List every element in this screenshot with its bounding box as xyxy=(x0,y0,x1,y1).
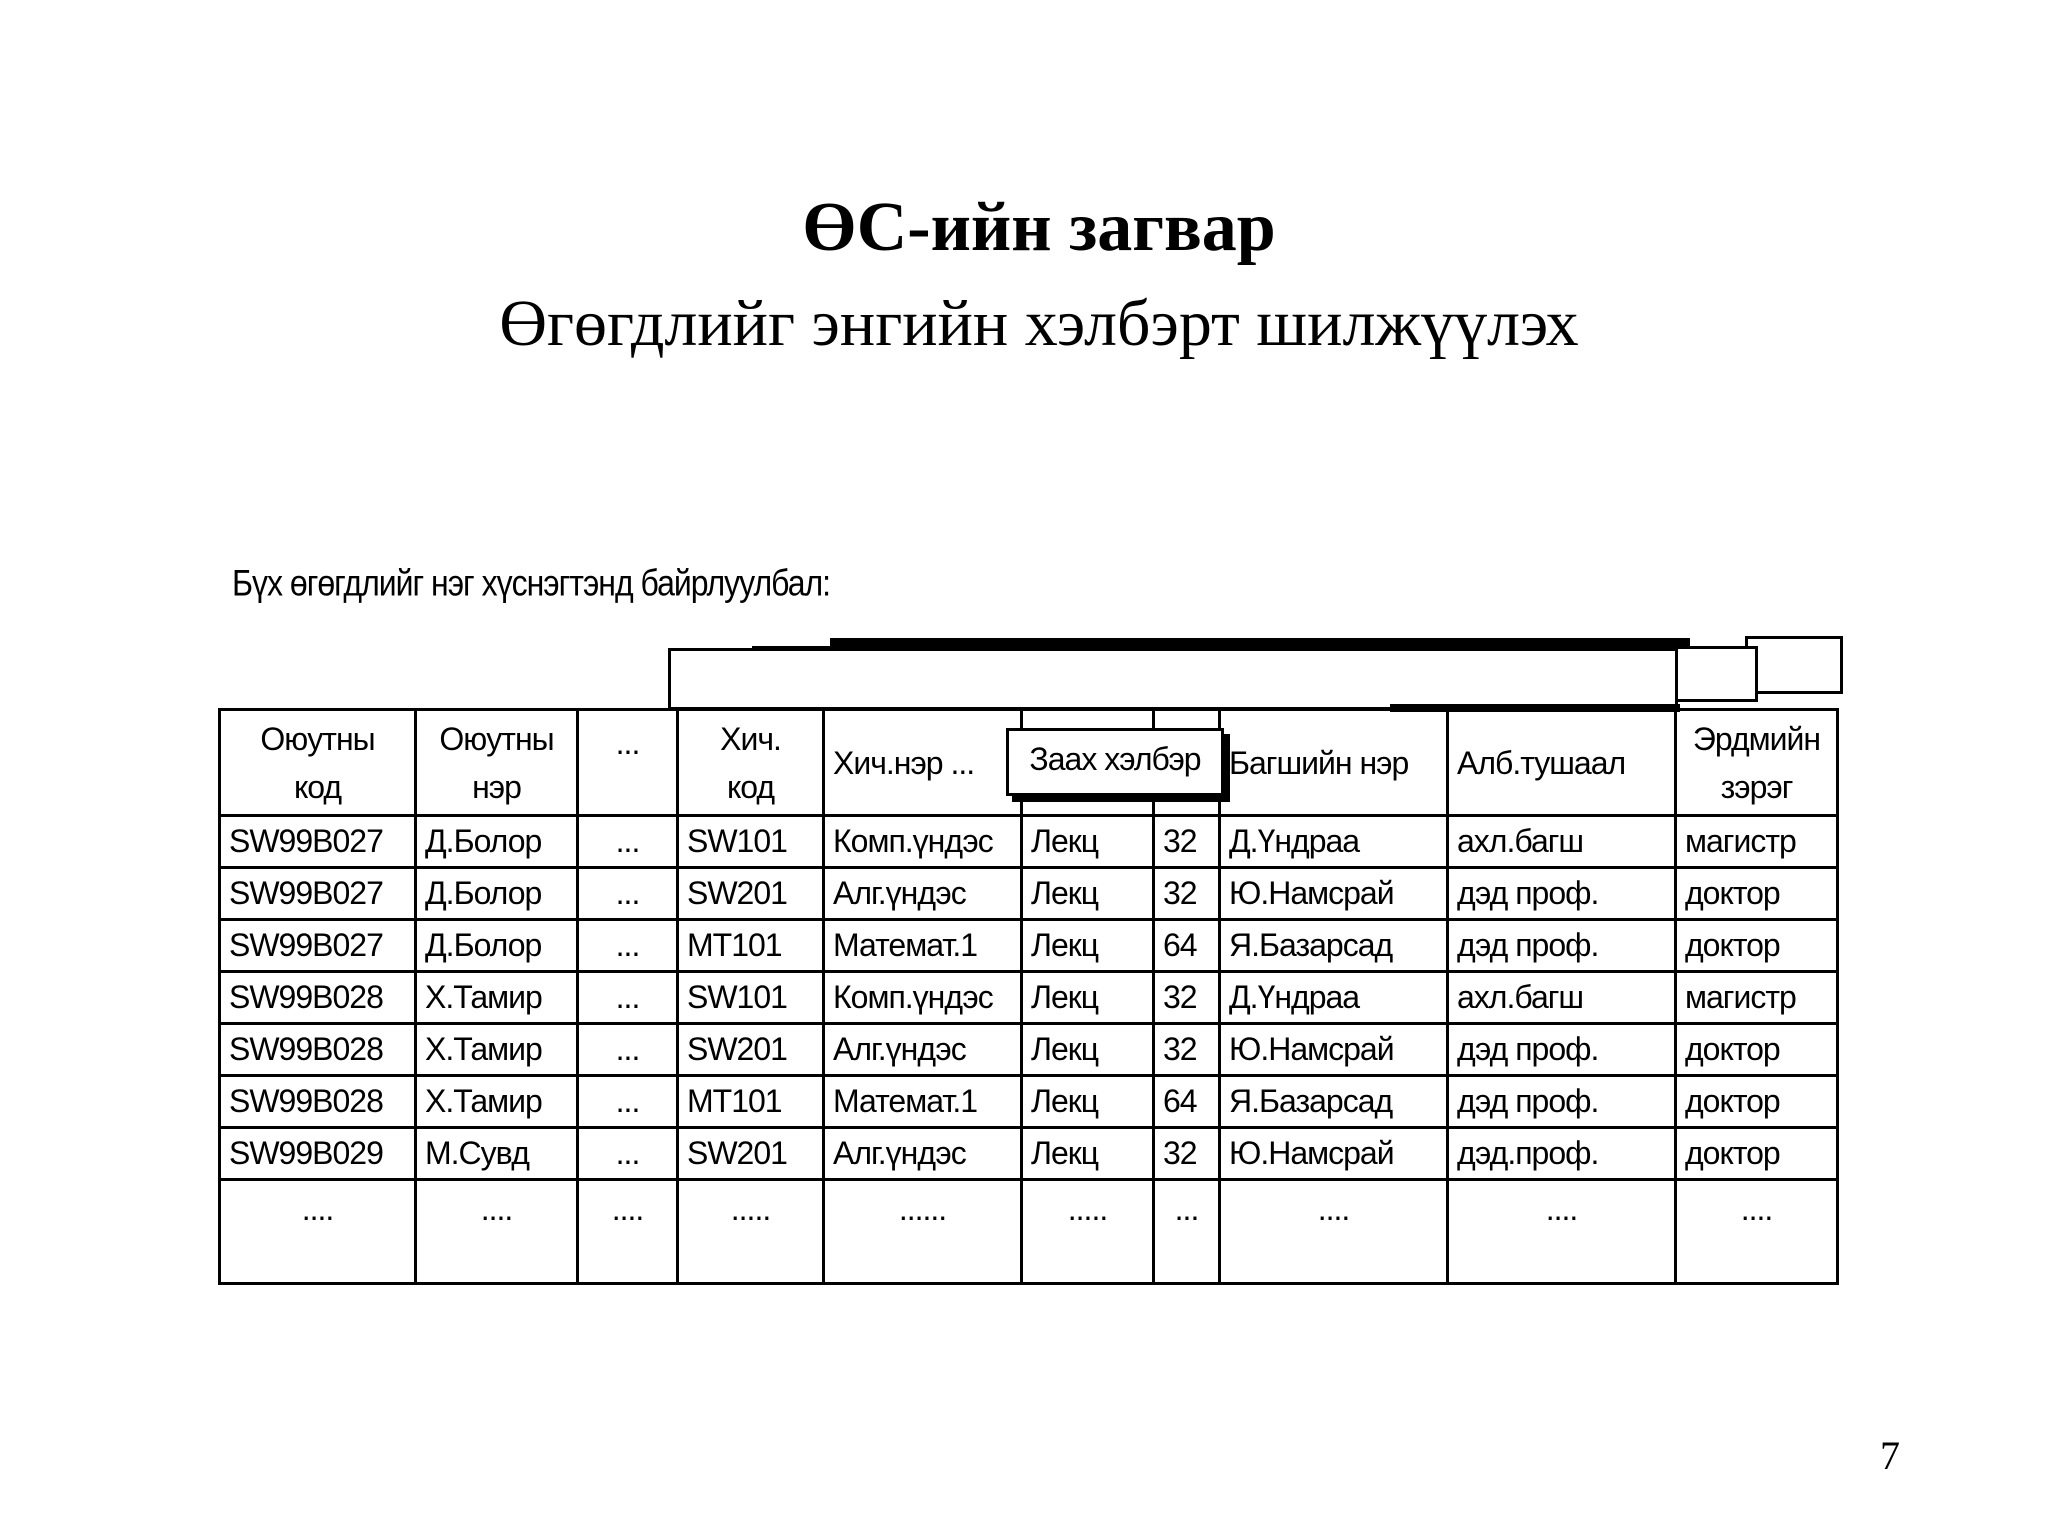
table-cell-ellipsis: ..... xyxy=(678,1180,824,1284)
table-cell: Лекц xyxy=(1022,868,1154,920)
table-cell: дэд проф. xyxy=(1448,920,1676,972)
table-cell: ... xyxy=(578,1024,678,1076)
header-student-code: Оюутны код xyxy=(220,710,416,816)
table-cell: Лекц xyxy=(1022,1128,1154,1180)
table-row xyxy=(220,920,1838,972)
table-cell: ... xyxy=(578,816,678,868)
table-cell: Ю.Намсрай xyxy=(1220,1128,1448,1180)
table-cell-ellipsis: .... xyxy=(416,1180,578,1284)
table-cell-ellipsis: .... xyxy=(220,1180,416,1284)
table-cell: Алг.үндэс xyxy=(824,1024,1022,1076)
table-cell: Комп.үндэс xyxy=(824,972,1022,1024)
table-cell: магистр xyxy=(1676,816,1838,868)
table-cell: дэд проф. xyxy=(1448,1076,1676,1128)
table-cell: 32 xyxy=(1154,1024,1220,1076)
table-cell: Математ.1 xyxy=(824,920,1022,972)
table-cell: Я.Базарсад xyxy=(1220,920,1448,972)
table-cell: 32 xyxy=(1154,972,1220,1024)
table-cell: 32 xyxy=(1154,1128,1220,1180)
table-cell: Лекц xyxy=(1022,816,1154,868)
table-row xyxy=(220,1128,1838,1180)
table-cell: Алг.үндэс xyxy=(824,868,1022,920)
table-cell: доктор xyxy=(1676,1024,1838,1076)
table-cell: SW99B028 xyxy=(220,1024,416,1076)
slide-title: ӨС-ийн загвар xyxy=(802,189,1276,266)
table-cell: SW99B029 xyxy=(220,1128,416,1180)
table-cell: Д.Болор xyxy=(416,816,578,868)
table-row-continuation xyxy=(220,1180,1838,1284)
table-cell: SW99B027 xyxy=(220,868,416,920)
table-cell: SW201 xyxy=(678,1128,824,1180)
header-position: Алб.тушаал xyxy=(1448,710,1676,816)
table-cell: SW201 xyxy=(678,1024,824,1076)
header-course-code: Хич. код xyxy=(678,710,824,816)
table-cell: ахл.багш xyxy=(1448,972,1676,1024)
table-cell: дэд.проф. xyxy=(1448,1128,1676,1180)
page-number: 7 xyxy=(1880,1433,1900,1478)
table-cell: SW99B028 xyxy=(220,972,416,1024)
table-cell: Х.Тамир xyxy=(416,1024,578,1076)
table-caption: Бүх өгөгдлийг нэг хүснэгтэнд байрлуулбал: xyxy=(232,562,831,604)
table-cell: М.Сувд xyxy=(416,1128,578,1180)
table-cell: Лекц xyxy=(1022,972,1154,1024)
table-cell: дэд проф. xyxy=(1448,1024,1676,1076)
table-cell-ellipsis: .... xyxy=(1448,1180,1676,1284)
table-cell: Лекц xyxy=(1022,1076,1154,1128)
slide-subtitle: Өгөгдлийг энгийн хэлбэрт шилжүүлэх xyxy=(499,287,1579,360)
table-cell: SW99B027 xyxy=(220,920,416,972)
table-cell: Д.Үндраа xyxy=(1220,972,1448,1024)
table-cell: Ю.Намсрай xyxy=(1220,1024,1448,1076)
table-cell: SW99B028 xyxy=(220,1076,416,1128)
table-cell: Х.Тамир xyxy=(416,1076,578,1128)
table-cell: Лекц xyxy=(1022,920,1154,972)
table-cell: ... xyxy=(578,920,678,972)
table-cell: Я.Базарсад xyxy=(1220,1076,1448,1128)
table-cell: ахл.багш xyxy=(1448,816,1676,868)
table-cell: SW201 xyxy=(678,868,824,920)
table-cell: доктор xyxy=(1676,868,1838,920)
overlay-box-small-right xyxy=(1745,636,1843,694)
table-cell: 64 xyxy=(1154,1076,1220,1128)
table-cell: доктор xyxy=(1676,920,1838,972)
table-row xyxy=(220,816,1838,868)
table-cell: SW101 xyxy=(678,972,824,1024)
table-cell-ellipsis: .... xyxy=(1676,1180,1838,1284)
table-cell: Алг.үндэс xyxy=(824,1128,1022,1180)
overlay-box-wide xyxy=(668,648,1678,710)
table-cell: доктор xyxy=(1676,1076,1838,1128)
table-cell: Д.Болор xyxy=(416,920,578,972)
table-cell: ... xyxy=(578,1076,678,1128)
header-teacher-name: Багшийн нэр xyxy=(1220,710,1448,816)
table-cell: MT101 xyxy=(678,920,824,972)
table-cell: Комп.үндэс xyxy=(824,816,1022,868)
table-row xyxy=(220,972,1838,1024)
table-cell: Д.Үндраа xyxy=(1220,816,1448,868)
table-cell-ellipsis: .... xyxy=(578,1180,678,1284)
table-cell: Х.Тамир xyxy=(416,972,578,1024)
table-cell: MT101 xyxy=(678,1076,824,1128)
table-cell: доктор xyxy=(1676,1128,1838,1180)
table-cell: Математ.1 xyxy=(824,1076,1022,1128)
table-cell: ... xyxy=(578,1128,678,1180)
table-cell: 32 xyxy=(1154,868,1220,920)
table-cell: магистр xyxy=(1676,972,1838,1024)
teaching-form-label-box: Заах хэлбэр xyxy=(1006,728,1224,796)
header-course-name: Хич.нэр ... xyxy=(824,710,1022,816)
table-cell: Д.Болор xyxy=(416,868,578,920)
table-row xyxy=(220,868,1838,920)
table-row xyxy=(220,1076,1838,1128)
table-cell: 64 xyxy=(1154,920,1220,972)
table-cell: SW101 xyxy=(678,816,824,868)
table-cell-ellipsis: ... xyxy=(1154,1180,1220,1284)
table-cell-ellipsis: .... xyxy=(1220,1180,1448,1284)
table-cell: ... xyxy=(578,972,678,1024)
header-degree: Эрдмийн зэрэг xyxy=(1676,710,1838,816)
table-cell: дэд проф. xyxy=(1448,868,1676,920)
table-cell: SW99B027 xyxy=(220,816,416,868)
header-student-name: Оюутны нэр xyxy=(416,710,578,816)
table-cell: Ю.Намсрай xyxy=(1220,868,1448,920)
overlay-bar-top-2 xyxy=(830,638,1690,648)
table-row xyxy=(220,1024,1838,1076)
table-cell: 32 xyxy=(1154,816,1220,868)
table-cell-ellipsis: ...... xyxy=(824,1180,1022,1284)
header-ellipsis: ... xyxy=(578,710,678,816)
overlay-box-small xyxy=(1670,646,1758,702)
table-cell: ... xyxy=(578,868,678,920)
table-cell: Лекц xyxy=(1022,1024,1154,1076)
table-cell-ellipsis: ..... xyxy=(1022,1180,1154,1284)
